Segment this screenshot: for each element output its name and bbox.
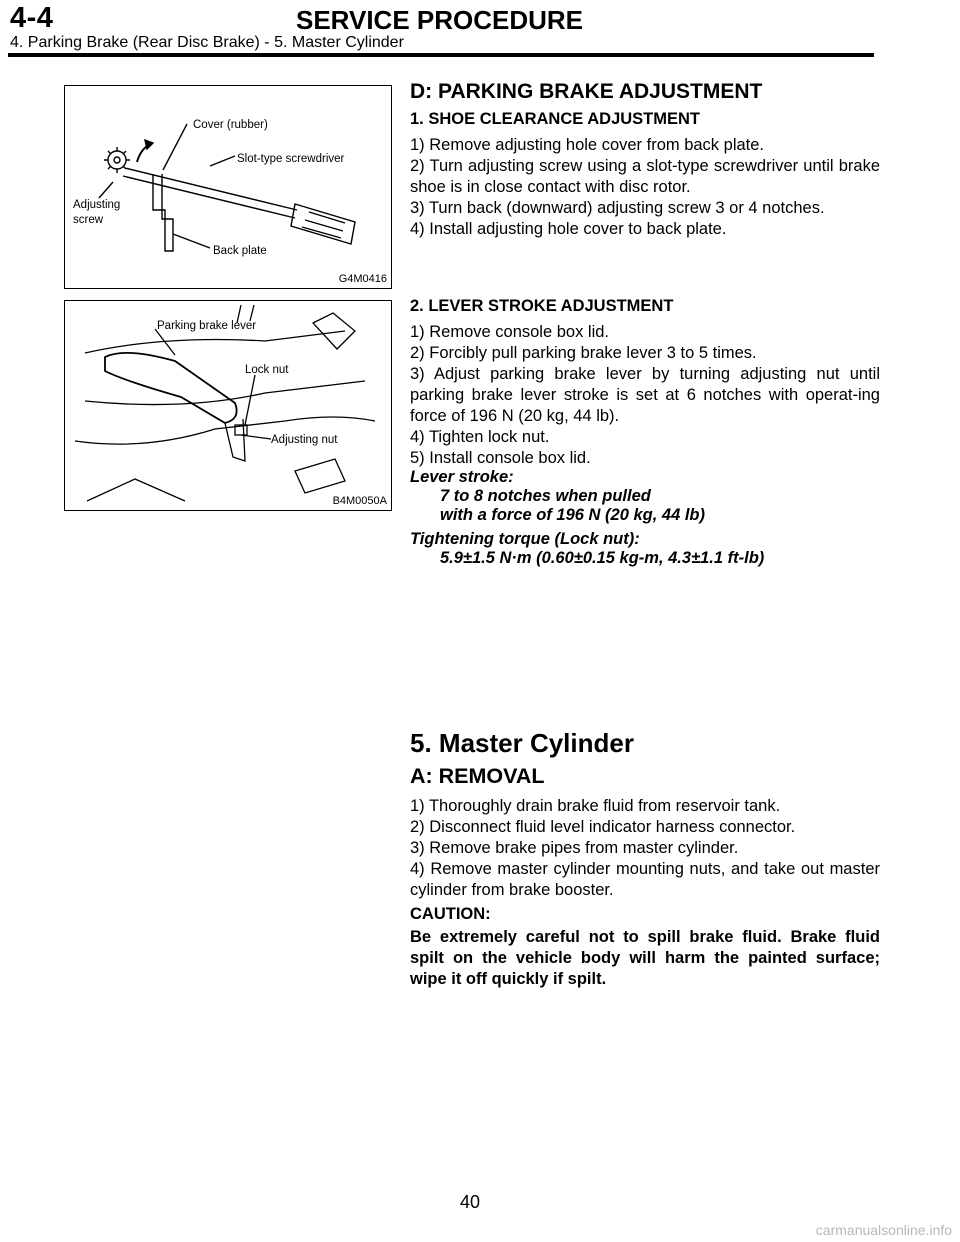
- step: 2) Disconnect fluid level indicator harness connector.: [410, 818, 796, 836]
- lever-stroke-heading: 2. LEVER STROKE ADJUSTMENT: [410, 297, 674, 315]
- lever-stroke-spec: [410, 468, 880, 525]
- step: 1) Remove adjusting hole cover from back plate.: [410, 136, 765, 154]
- section-d-heading: D: PARKING BRAKE ADJUSTMENT: [410, 80, 763, 103]
- spec-torque-label: Tightening torque (Lock nut):: [410, 530, 640, 548]
- spec-stroke-label: Lever stroke:: [410, 468, 514, 486]
- callout-cover: Cover (rubber): [193, 119, 268, 131]
- callout-screwdriver: Slot-type screwdriver: [237, 153, 345, 165]
- shoe-clearance-heading: 1. SHOE CLEARANCE ADJUSTMENT: [410, 110, 700, 128]
- page-subtitle: 4. Parking Brake (Rear Disc Brake) - 5. Master Cylinder: [10, 34, 404, 51]
- watermark: carmanualsonline.info: [815, 1222, 952, 1238]
- step: 2) Forcibly pull parking brake lever 3 to 5 times.: [410, 344, 757, 362]
- spec-stroke-value: 7 to 8 notches when pulled: [440, 487, 651, 505]
- callout-lever: Parking brake lever: [157, 320, 257, 332]
- callout-lock-nut: Lock nut: [245, 364, 289, 376]
- header-rule: [8, 53, 874, 57]
- step: 5) Install console box lid.: [410, 449, 591, 467]
- torque-spec: [410, 530, 880, 568]
- figure-shoe-clearance: [64, 85, 392, 289]
- caution-label: CAUTION:: [410, 905, 491, 923]
- callout-adjusting: Adjusting: [73, 199, 121, 211]
- spec-stroke-value: with a force of 196 N (20 kg, 44 lb): [440, 506, 705, 524]
- shoe-clearance-steps: [410, 135, 880, 240]
- lever-stroke-steps: [410, 322, 880, 469]
- callout-back-plate: Back plate: [213, 245, 267, 257]
- step: 2) Turn adjusting screw using a slot-type screwdriver until brake shoe is in close contact with disc rotor.: [410, 157, 880, 196]
- step: 1) Remove console box lid.: [410, 323, 610, 341]
- step: 3) Adjust parking brake lever by turning adjusting nut until parking brake lever stroke is set at 6 notches with operat-ing force of 196 N (20 kg, 44 lb).: [410, 365, 880, 425]
- step: 4) Tighten lock nut.: [410, 428, 550, 446]
- step: 4) Remove master cylinder mounting nuts, and take out master cylinder from brake booster.: [410, 860, 880, 899]
- figure-lever-stroke: [64, 300, 392, 511]
- chapter-heading: 5. Master Cylinder: [410, 728, 634, 758]
- figure-label: G4M0416: [338, 273, 387, 285]
- step: 1) Thoroughly drain brake fluid from reservoir tank.: [410, 797, 781, 815]
- callout-adjusting-nut: Adjusting nut: [271, 434, 338, 446]
- step: 4) Install adjusting hole cover to back plate.: [410, 220, 727, 238]
- step: 3) Turn back (downward) adjusting screw 3 or 4 notches.: [410, 199, 825, 217]
- spec-torque-value: 5.9±1.5 N·m (0.60±0.15 kg-m, 4.3±1.1 ft-lb): [440, 549, 765, 567]
- caution-text: Be extremely careful not to spill brake fluid. Brake fluid spilt on the vehicle body will harm the painted surface; wipe it off quickly if spilt.: [410, 928, 880, 988]
- figure-label: B4M0050A: [332, 495, 387, 507]
- removal-heading: A: REMOVAL: [410, 764, 545, 788]
- page-title: SERVICE PROCEDURE: [296, 5, 584, 35]
- page-number: 40: [459, 1192, 481, 1212]
- section-number: 4-4: [10, 2, 54, 34]
- callout-screw: screw: [73, 214, 104, 226]
- step: 3) Remove brake pipes from master cylinder.: [410, 839, 739, 857]
- removal-steps: [410, 796, 880, 901]
